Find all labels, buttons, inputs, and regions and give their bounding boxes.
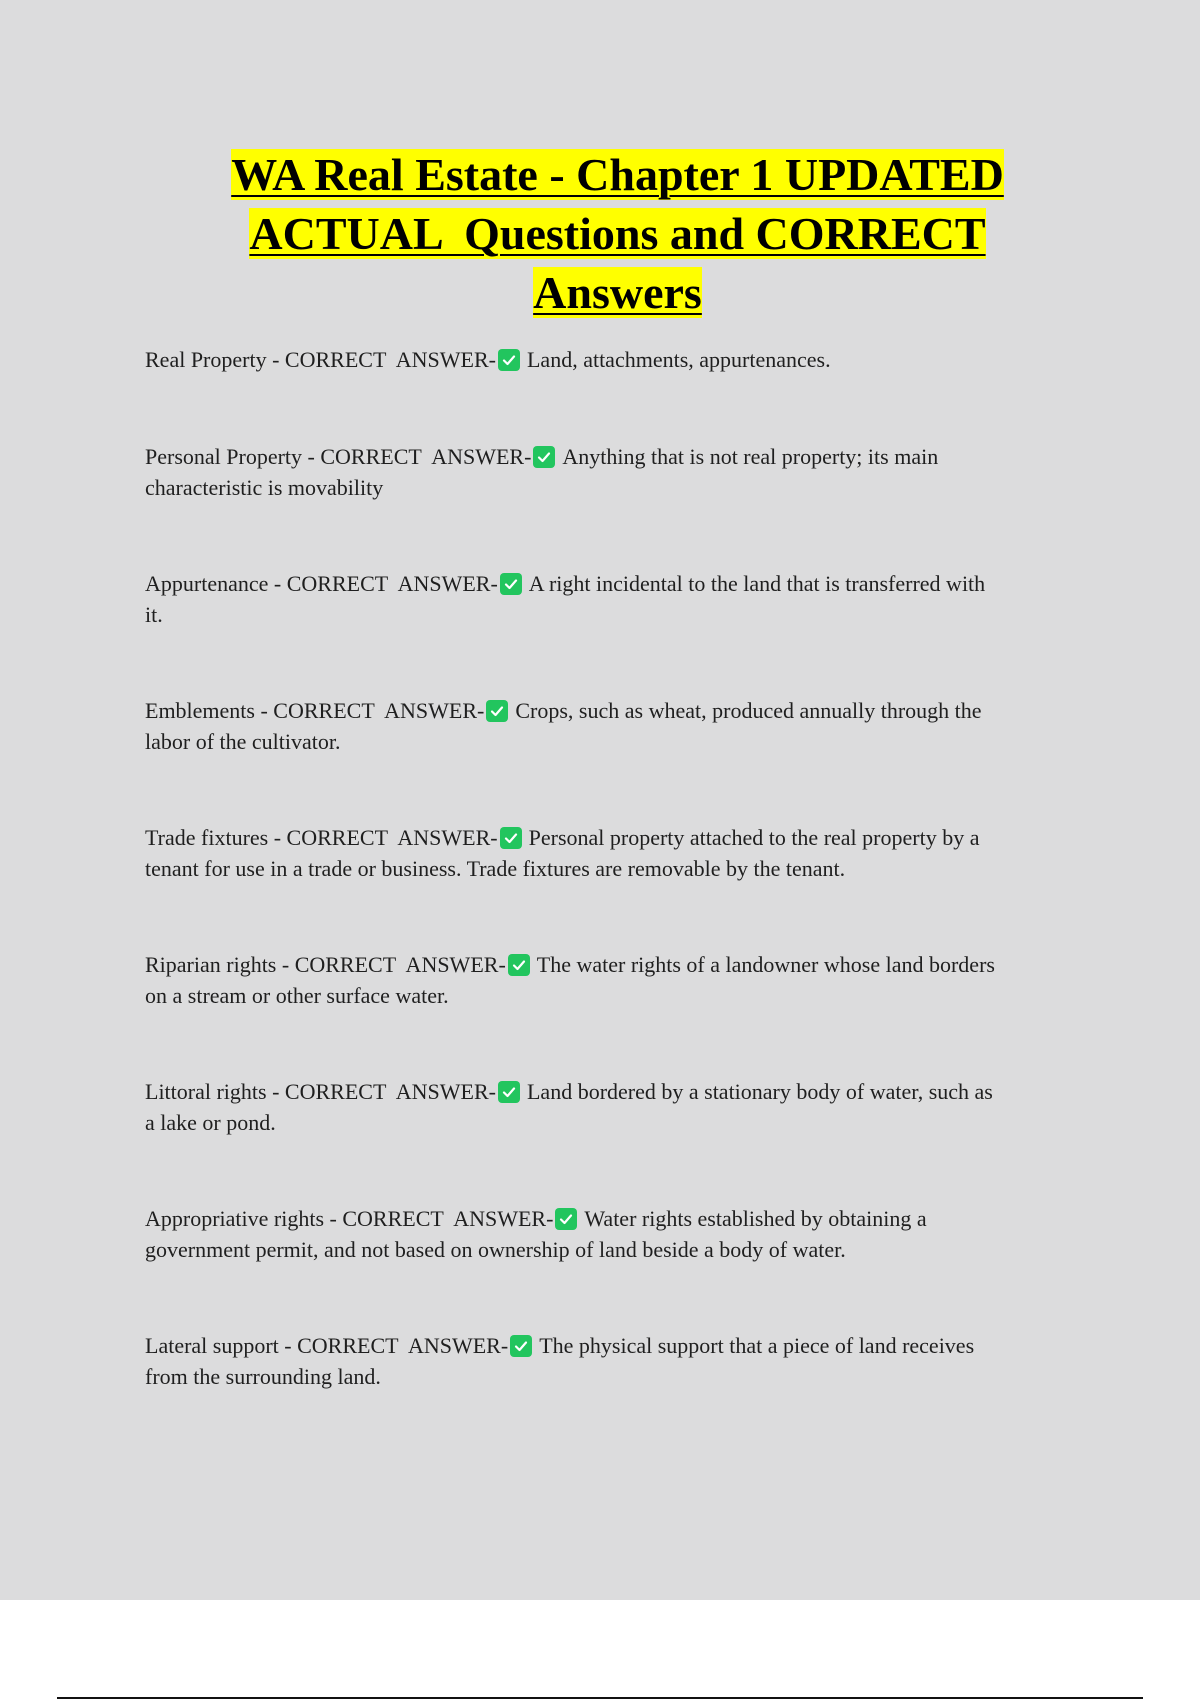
qa-item-appropriative-rights (145, 1203, 1095, 1265)
qa-term: Personal Property (145, 444, 303, 469)
qa-separator: - CORRECT ANSWER- (254, 698, 485, 723)
qa-answer-line-2: on a stream or other surface water. (145, 983, 449, 1008)
qa-item-real-property (145, 344, 1095, 375)
qa-answer-line-2: government permit, and not based on ownership of land beside a body of water. (145, 1237, 846, 1262)
qa-term: Trade fixtures (145, 825, 269, 850)
title-line-2: ACTUAL Questions and CORRECT (249, 208, 986, 259)
qa-item-emblements (145, 695, 1095, 757)
qa-separator: - CORRECT ANSWER- (268, 571, 498, 596)
qa-term: Real Property (145, 347, 267, 372)
qa-term: Appropriative rights (145, 1206, 325, 1231)
check-icon (555, 1208, 577, 1230)
qa-separator: - CORRECT ANSWER- (266, 1079, 496, 1104)
qa-item-lateral-support (145, 1330, 1095, 1392)
qa-separator: - CORRECT ANSWER- (278, 1333, 509, 1358)
qa-term: Riparian rights (145, 952, 277, 977)
qa-answer-line-2: characteristic is movability (145, 475, 384, 500)
document-title (140, 145, 1095, 322)
qa-item-personal-property (145, 441, 1095, 503)
qa-term: Appurtenance (145, 571, 269, 596)
check-icon (498, 1081, 520, 1103)
qa-answer-line-1: Land, attachments, appurtenances. (526, 347, 831, 372)
qa-item-riparian-rights (145, 949, 1095, 1011)
qa-answer-line-1: Water rights established by obtaining a (584, 1206, 927, 1231)
qa-separator: - CORRECT ANSWER- (268, 825, 498, 850)
qa-term: Littoral rights (145, 1079, 267, 1104)
check-icon (498, 349, 520, 371)
qa-answer-line-2: a lake or pond. (145, 1110, 276, 1135)
check-icon (508, 954, 530, 976)
check-icon (500, 827, 522, 849)
qa-answer-line-2: it. (145, 602, 163, 627)
check-icon (510, 1335, 532, 1357)
qa-answer-line-1: A right incidental to the land that is transferred with (528, 571, 986, 596)
qa-term: Lateral support (145, 1333, 279, 1358)
qa-answer-line-1: Land bordered by a stationary body of water, such as (526, 1079, 993, 1104)
qa-item-appurtenance (145, 568, 1095, 630)
qa-answer-line-2: tenant for use in a trade or business. Trade fixtures are removable by the tenant. (145, 856, 846, 881)
qa-term: Emblements (145, 698, 255, 723)
qa-answer-line-1: Crops, such as wheat, produced annually through the (515, 698, 982, 723)
qa-answer-line-1: Anything that is not real property; its main (562, 444, 939, 469)
title-line-3: Answers (533, 267, 702, 318)
qa-item-littoral-rights (145, 1076, 1095, 1138)
check-icon (486, 700, 508, 722)
qa-separator: - CORRECT ANSWER- (276, 952, 506, 977)
qa-item-trade-fixtures (145, 822, 1095, 884)
check-icon (500, 573, 522, 595)
qa-answer-line-2: from the surrounding land. (145, 1364, 381, 1389)
title-line-1: WA Real Estate - Chapter 1 UPDATED (231, 149, 1004, 200)
qa-separator: - CORRECT ANSWER- (302, 444, 532, 469)
qa-separator: - CORRECT ANSWER- (266, 347, 496, 372)
footer-divider (57, 1697, 1143, 1699)
qa-answer-line-2: labor of the cultivator. (145, 729, 341, 754)
qa-separator: - CORRECT ANSWER- (324, 1206, 554, 1231)
qa-answer-line-1: The physical support that a piece of land receives (539, 1333, 975, 1358)
qa-answer-line-1: Personal property attached to the real property by a (528, 825, 980, 850)
qa-answer-line-1: The water rights of a landowner whose land borders (536, 952, 995, 977)
check-icon (533, 446, 555, 468)
